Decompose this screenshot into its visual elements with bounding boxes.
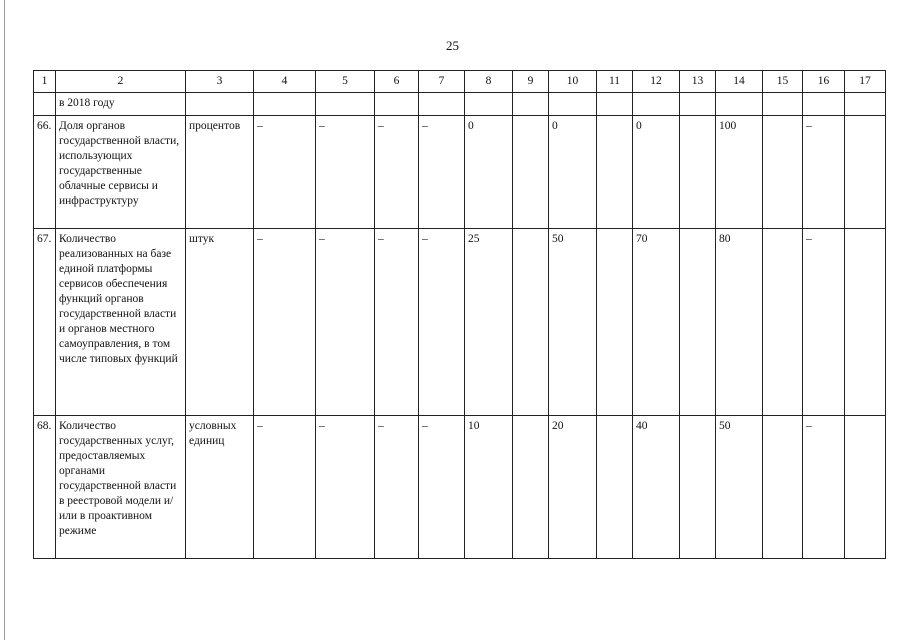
row-68-cell-col-12: 40 bbox=[633, 416, 680, 559]
row-68-cell-col-2: Количество государственных услуг, предоставляемых органами государственной власти в реестровой модели и/или в проактивном режиме bbox=[56, 416, 186, 559]
header-cell-col-1: 1 bbox=[34, 71, 56, 93]
row-66-cell-col-8: 0 bbox=[465, 116, 513, 229]
row-66-cell-col-2: Доля органов государственной власти, использующих государственные облачные сервисы и инфраструктуру bbox=[56, 116, 186, 229]
row-66-cell-col-13 bbox=[680, 116, 716, 229]
row-68-cell-col-17 bbox=[845, 416, 886, 559]
row-68-cell-col-6: – bbox=[375, 416, 419, 559]
row-67-cell-col-7: – bbox=[419, 229, 465, 416]
row-66-cell-col-4: – bbox=[254, 116, 316, 229]
page-number: 25 bbox=[446, 38, 459, 53]
row-66-cell-col-10: 0 bbox=[549, 116, 597, 229]
row-66-cell-col-12: 0 bbox=[633, 116, 680, 229]
row-67-cell-col-13 bbox=[680, 229, 716, 416]
row-67-cell-col-15 bbox=[763, 229, 803, 416]
header-cell-col-2: 2 bbox=[56, 71, 186, 93]
row-67-cell-col-5: – bbox=[316, 229, 375, 416]
indicators-table bbox=[33, 70, 886, 559]
row-67-cell-col-12: 70 bbox=[633, 229, 680, 416]
continuation-cell-col-1 bbox=[34, 93, 56, 116]
row-67-cell-col-10: 50 bbox=[549, 229, 597, 416]
header-cell-col-9: 9 bbox=[513, 71, 549, 93]
header-cell-col-10: 10 bbox=[549, 71, 597, 93]
row-67-cell-col-17 bbox=[845, 229, 886, 416]
row-67-cell-col-3: штук bbox=[186, 229, 254, 416]
header-cell-col-14: 14 bbox=[716, 71, 763, 93]
row-68-cell-col-15 bbox=[763, 416, 803, 559]
continuation-cell-col-11 bbox=[597, 93, 633, 116]
continuation-cell-col-17 bbox=[845, 93, 886, 116]
header-cell-col-17: 17 bbox=[845, 71, 886, 93]
row-66-cell-col-6: – bbox=[375, 116, 419, 229]
header-cell-col-8: 8 bbox=[465, 71, 513, 93]
row-66-cell-col-3: процентов bbox=[186, 116, 254, 229]
page-margin-line bbox=[4, 0, 5, 640]
row-68-cell-col-10: 20 bbox=[549, 416, 597, 559]
row-67-cell-col-11 bbox=[597, 229, 633, 416]
continuation-cell-col-7 bbox=[419, 93, 465, 116]
header-cell-col-7: 7 bbox=[419, 71, 465, 93]
row-68-cell-col-3: условных единиц bbox=[186, 416, 254, 559]
row-67-cell-col-1: 67. bbox=[34, 229, 56, 416]
row-66-cell-col-15 bbox=[763, 116, 803, 229]
continuation-cell-col-10 bbox=[549, 93, 597, 116]
row-68-cell-col-14: 50 bbox=[716, 416, 763, 559]
row-68-cell-col-1: 68. bbox=[34, 416, 56, 559]
row-66-cell-col-17 bbox=[845, 116, 886, 229]
row-68-cell-col-16: – bbox=[803, 416, 845, 559]
row-66-cell-col-1: 66. bbox=[34, 116, 56, 229]
row-66-cell-col-7: – bbox=[419, 116, 465, 229]
continuation-cell-col-16 bbox=[803, 93, 845, 116]
continuation-cell-col-2: в 2018 году bbox=[56, 93, 186, 116]
header-cell-col-6: 6 bbox=[375, 71, 419, 93]
row-68-cell-col-13 bbox=[680, 416, 716, 559]
row-67-cell-col-2: Количество реализованных на базе единой платформы сервисов обеспечения функций органов государственной власти и органов местного самоуправления, в том числе типовых функций bbox=[56, 229, 186, 416]
header-cell-col-3: 3 bbox=[186, 71, 254, 93]
row-67-cell-col-14: 80 bbox=[716, 229, 763, 416]
continuation-cell-col-9 bbox=[513, 93, 549, 116]
row-66-cell-col-5: – bbox=[316, 116, 375, 229]
table-row bbox=[34, 416, 886, 559]
table-row bbox=[34, 116, 886, 229]
header-cell-col-5: 5 bbox=[316, 71, 375, 93]
row-66-cell-col-11 bbox=[597, 116, 633, 229]
continuation-cell-col-15 bbox=[763, 93, 803, 116]
row-68-cell-col-4: – bbox=[254, 416, 316, 559]
row-68-cell-col-7: – bbox=[419, 416, 465, 559]
table-row bbox=[34, 229, 886, 416]
row-66-cell-col-9 bbox=[513, 116, 549, 229]
continuation-cell-col-4 bbox=[254, 93, 316, 116]
row-68-cell-col-11 bbox=[597, 416, 633, 559]
continuation-cell-col-5 bbox=[316, 93, 375, 116]
row-68-cell-col-9 bbox=[513, 416, 549, 559]
continuation-cell-col-12 bbox=[633, 93, 680, 116]
header-cell-col-12: 12 bbox=[633, 71, 680, 93]
row-68-cell-col-5: – bbox=[316, 416, 375, 559]
row-68-cell-col-8: 10 bbox=[465, 416, 513, 559]
row-67-cell-col-4: – bbox=[254, 229, 316, 416]
column-header-row bbox=[34, 71, 886, 93]
header-cell-col-15: 15 bbox=[763, 71, 803, 93]
row-67-cell-col-16: – bbox=[803, 229, 845, 416]
continuation-row bbox=[34, 93, 886, 116]
row-66-cell-col-16: – bbox=[803, 116, 845, 229]
continuation-cell-col-3 bbox=[186, 93, 254, 116]
header-cell-col-4: 4 bbox=[254, 71, 316, 93]
continuation-cell-col-8 bbox=[465, 93, 513, 116]
table-body bbox=[34, 71, 886, 559]
continuation-cell-col-6 bbox=[375, 93, 419, 116]
row-67-cell-col-6: – bbox=[375, 229, 419, 416]
header-cell-col-11: 11 bbox=[597, 71, 633, 93]
row-66-cell-col-14: 100 bbox=[716, 116, 763, 229]
row-67-cell-col-9 bbox=[513, 229, 549, 416]
header-cell-col-13: 13 bbox=[680, 71, 716, 93]
header-cell-col-16: 16 bbox=[803, 71, 845, 93]
row-67-cell-col-8: 25 bbox=[465, 229, 513, 416]
continuation-cell-col-13 bbox=[680, 93, 716, 116]
continuation-cell-col-14 bbox=[716, 93, 763, 116]
